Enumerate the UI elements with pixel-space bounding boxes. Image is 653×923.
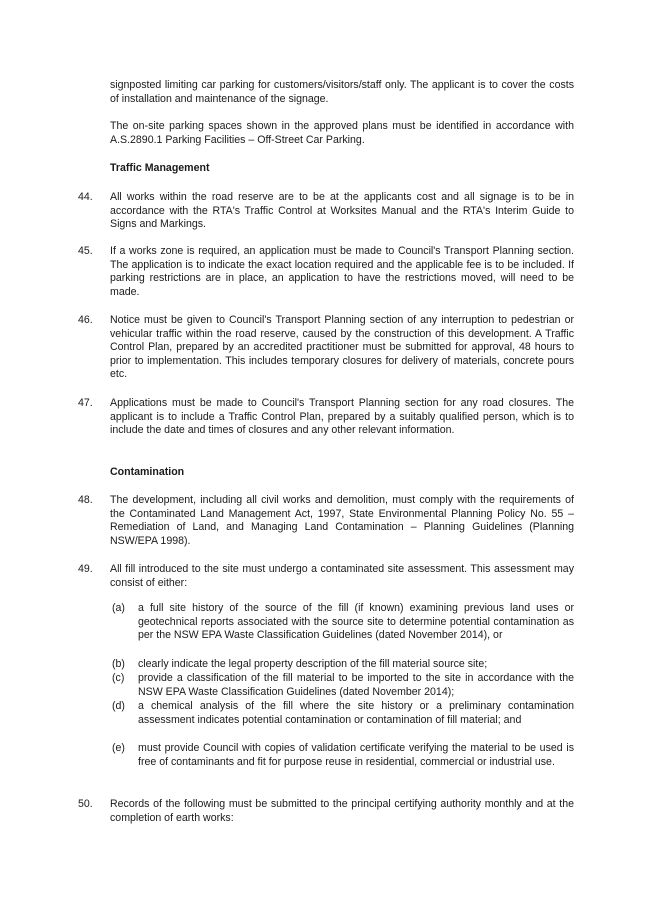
subitem-text: a full site history of the source of the fill (if known) examining previous land uses or geotechnical reports associated with the source site to determine potential contamination as per the NSW EPA Waste Classification Guidelines (dated November 2014), or bbox=[138, 602, 574, 642]
item-number: 44. bbox=[78, 191, 93, 203]
item-text: Records of the following must be submitted to the principal certifying authority monthly and at the completion of earth works: bbox=[110, 798, 574, 824]
section-heading-contamination: Contamination bbox=[110, 466, 185, 478]
subitem-label: (a) bbox=[112, 602, 125, 614]
item-number: 46. bbox=[78, 314, 93, 326]
item-number: 48. bbox=[78, 494, 93, 506]
item-text: The development, including all civil works and demolition, must comply with the requirements of the Contaminated Land Management Act, 1997, State Environmental Planning Policy No. 55 – Remediation of Land, and Managing Land Contamination – Planning Guidelines (Planning NSW/EPA 1998). bbox=[110, 494, 574, 547]
subitem-text: must provide Council with copies of validation certificate verifying the material to be used is free of contaminants and fit for purpose reuse in residential, commercial or industrial use. bbox=[138, 742, 574, 768]
intro-paragraph-signage: signposted limiting car parking for customers/visitors/staff only. The applicant is to cover the costs of installation and maintenance of the signage. bbox=[110, 79, 574, 105]
section-heading-traffic: Traffic Management bbox=[110, 162, 210, 174]
subitem-text: clearly indicate the legal property description of the fill material source site; bbox=[138, 658, 488, 670]
item-text: Notice must be given to Council's Transport Planning section of any interruption to pedestrian or vehicular traffic within the road reserve, caused by the construction of this development. A Traffic Control Plan, prepared by an accredited practitioner must be submitted for approval, 48 hours to prior to implementation. This includes temporary closures for delivery of materials, concrete pours etc. bbox=[110, 314, 574, 381]
item-text: All works within the road reserve are to be at the applicants cost and all signage is to be in accordance with the RTA's Traffic Control at Worksites Manual and the RTA's Interim Guide to Signs and Markings. bbox=[110, 191, 574, 231]
subitem-label: (c) bbox=[112, 672, 125, 684]
intro-paragraph-parking: The on-site parking spaces shown in the approved plans must be identified in accordance with A.S.2890.1 Parking Facilities – Off-Street Car Parking. bbox=[110, 120, 574, 146]
item-number: 49. bbox=[78, 563, 93, 575]
subitem-text: provide a classification of the fill material to be imported to the site in accordance with the NSW EPA Waste Classification Guidelines (dated November 2014); bbox=[138, 672, 574, 698]
item-text: Applications must be made to Council's Transport Planning section for any road closures. The applicant is to include a Traffic Control Plan, prepared by a suitably qualified person, which is to include the date and times of closures and any other relevant information. bbox=[110, 397, 574, 437]
item-number: 47. bbox=[78, 397, 93, 409]
subitem-label: (e) bbox=[112, 742, 125, 754]
subitem-label: (d) bbox=[112, 700, 125, 712]
item-number: 45. bbox=[78, 245, 93, 257]
item-text: All fill introduced to the site must undergo a contaminated site assessment. This assessment may consist of either: bbox=[110, 563, 574, 589]
subitem-label: (b) bbox=[112, 658, 125, 670]
item-text: If a works zone is required, an application must be made to Council's Transport Planning section. The application is to indicate the exact location required and the applicable fee is to be included. If parking restrictions are in place, an application to have the restrictions moved, will need to be made. bbox=[110, 245, 574, 298]
subitem-text: a chemical analysis of the fill where the site history or a preliminary contamination assessment indicates potential contamination or contamination of fill material; and bbox=[138, 700, 574, 726]
item-number: 50. bbox=[78, 798, 93, 810]
